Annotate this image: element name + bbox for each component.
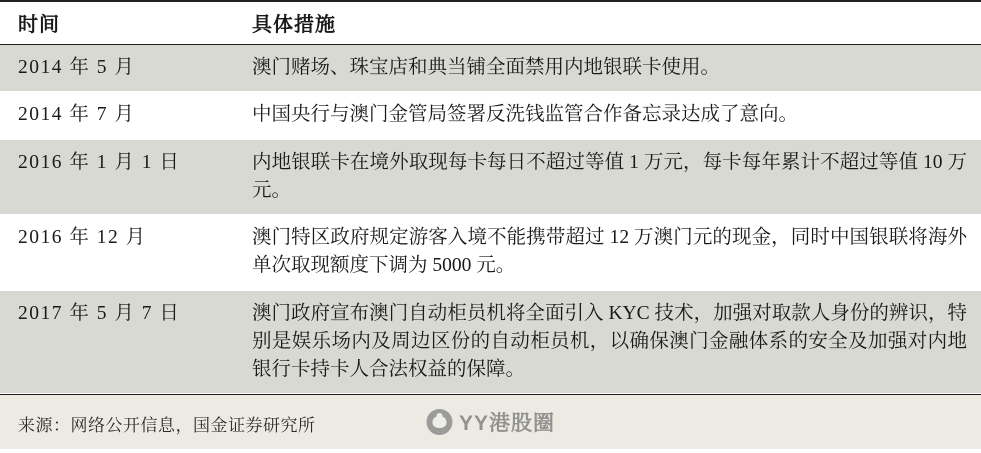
column-header-measure: 具体措施 [240, 1, 981, 45]
table-row [0, 215, 981, 291]
table-header-row [0, 1, 981, 45]
cell-time: 2014 年 5 月 [0, 45, 240, 92]
table-row [0, 92, 981, 139]
source-note: 来源：网络公开信息，国金证券研究所 [18, 416, 316, 436]
watermark-logo-icon [426, 409, 452, 435]
cell-time: 2014 年 7 月 [0, 92, 240, 139]
cell-time: 2017 年 5 月 7 日 [0, 290, 240, 394]
cell-time: 2016 年 12 月 [0, 215, 240, 291]
cell-measure: 澳门政府宣布澳门自动柜员机将全面引入 KYC 技术，加强对取款人身份的辨识，特别是娱乐场内及周边区份的自动柜员机，以确保澳门金融体系的安全及加强对内地银行卡持卡人合法权益的保障。 [240, 290, 981, 394]
column-header-time: 时间 [0, 1, 240, 45]
cell-measure: 内地银联卡在境外取现每卡每日不超过等值 1 万元，每卡每年累计不超过等值 10 万元。 [240, 139, 981, 215]
table-row [0, 45, 981, 92]
cell-measure: 澳门特区政府规定游客入境不能携带超过 12 万澳门元的现金，同时中国银联将海外单次取现额度下调为 5000 元。 [240, 215, 981, 291]
watermark [426, 407, 555, 437]
cell-measure: 澳门赌场、珠宝店和典当铺全面禁用内地银联卡使用。 [240, 45, 981, 92]
cell-measure: 中国央行与澳门金管局签署反洗钱监管合作备忘录达成了意向。 [240, 92, 981, 139]
footer-bar [0, 395, 981, 449]
watermark-label: YY港股圈 [458, 412, 556, 436]
cell-time: 2016 年 1 月 1 日 [0, 139, 240, 215]
table-row [0, 290, 981, 394]
table-row [0, 139, 981, 215]
